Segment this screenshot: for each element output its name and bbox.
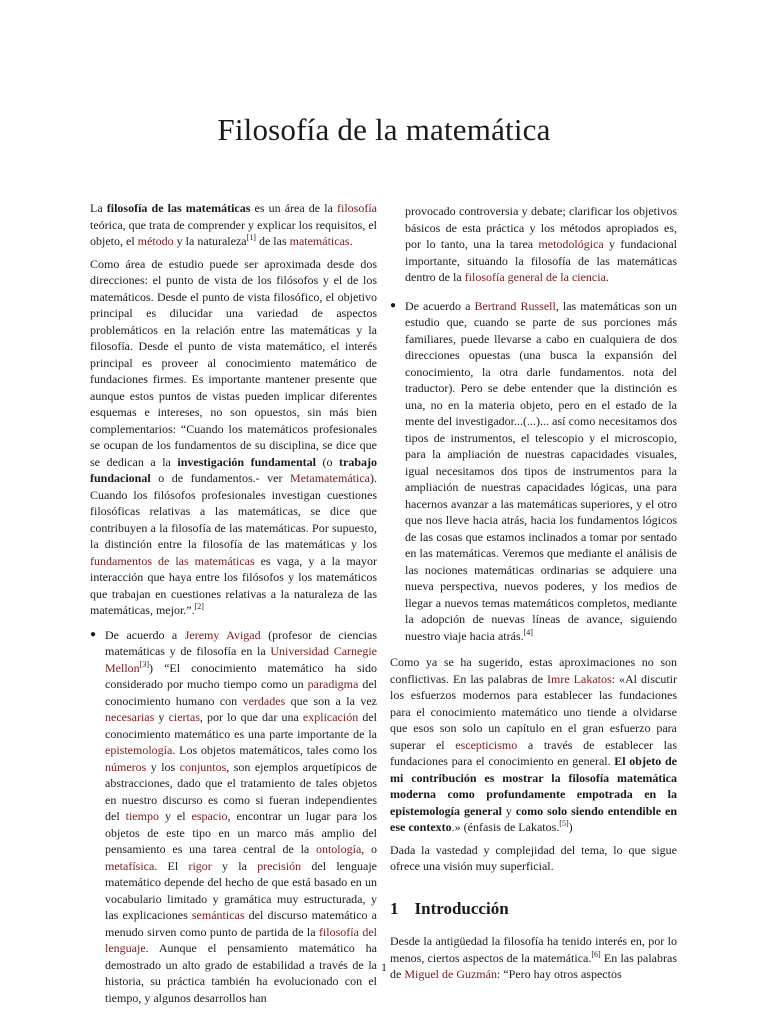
text: ) “El conocimiento matemático ha sido considerado por mucho tiempo como un	[105, 660, 377, 691]
text: . Aunque el pensamiento matemático ha demostrado un alto grado de estabilidad a través de la historia, su práctica también ha evolucionado con el tiempo, y algunos desarrollos han	[105, 941, 377, 1005]
approaches-paragraph	[90, 256, 377, 619]
text: . El	[154, 858, 189, 873]
link-fundamentos[interactable]: fundamentos de las matemáticas	[90, 553, 255, 568]
text: del discurso matemático a menudo sirven como punto de partida de la	[105, 908, 377, 939]
text: .	[349, 234, 353, 248]
text: y la naturaleza	[173, 234, 247, 248]
link-explicacion[interactable]: explicación	[302, 710, 359, 724]
text: De acuerdo a	[405, 298, 475, 313]
link-filosofia[interactable]: filosofía	[337, 201, 378, 215]
link-tiempo[interactable]: tiempo	[125, 809, 159, 823]
link-metafisica[interactable]: metafísica	[105, 858, 155, 873]
text: del conocimiento humano con	[105, 677, 377, 708]
link-escepticismo[interactable]: escepticismo	[455, 737, 518, 752]
text: y el	[158, 809, 192, 823]
bullet-icon: ●	[90, 628, 97, 640]
text: y fundacional importante, situando la filosofía de las matemáticas dentro de la	[405, 237, 677, 284]
text: Como área de estudio puede ser aproximada desde dos direcciones: el punto de vista de los filósofos y el de los matemáticos. Desde el punto de vista filosófico, el objetivo principal es dilucidar una variedad de aspectos problemáticos en la relación entre las matemáticas y la filosofía. Desde el punto de vista matemático, el interés principal es proveer al conocimiento matemático de fundaciones firmes. Es importante mantener presente que aunque estos puntos de vistas pueden implicar diferentes esquemas e intereses, no son opuestos, sin más bien complementarios: “Cuando los matemáticos profesionales se ocupan de los fundamentos de su disciplina, se dice que se dedican a la	[90, 256, 377, 469]
bold-quote: El objeto de mi contribución es mostrar la filosofía matemática moderna como profundamente empotrada en la epistemología general	[390, 754, 677, 818]
text: a través de establecer las fundaciones para el conocimiento en general.	[390, 737, 677, 768]
bullet-list	[90, 627, 377, 1007]
text: (profesor de ciencias matemáticas y de filosofía en la	[105, 627, 377, 658]
link-verdades[interactable]: verdades	[242, 693, 286, 708]
text: es un área de la	[250, 201, 338, 215]
link-metamatematica[interactable]: Metamatemática	[290, 471, 370, 485]
section-number: 1	[390, 898, 399, 918]
text: La	[90, 201, 107, 215]
text: . Los objetos matemáticos, tales como los	[172, 743, 377, 757]
text: : «Al discutir los esfuerzos modernos para establecer las fundaciones para el conocimiento matemático uno tiende a olvidarse que esos son solo un capítulo en el gran esfuerzo para superar el	[390, 671, 678, 752]
citation-6[interactable]: [6]	[591, 949, 601, 959]
text: , las matemáticas son un estudio que, cuando se parte de sus porciones más familiares, puede llevarse a cabo en cualquiera de dos direcciones opuestas (una busca la expansión del conocimiento, la otra darle fundamentos. nota del traductor). Pero se debe entender que la distinción es una, no en la materia objeto, pero en el estado de la mente del investigador...(...)... así como necesitamos dos tipos de instrumentos, el telescopio y el microscopio, para la ampliación de nuestras capacidades visuales, igual necesitamos dos tipos de instrumentos para la ampliación de nuestras capacidades lógicas, una para hacernos avanzar a las matemáticas superiores, y el otro que nos lleve hacia atrás, hacia los fundamentos lógicos de las cosas que estamos inclinados a tomar por sentado en las matemáticas. Veremos que mediante el análisis de las nociones matemáticas ordinarias se adquiere una nueva perspectiva, nuevos poderes, y los medios de llegar a nuevos temas matemáticos completos, mediante la adopción de nuevas líneas de avance, siguiendo nuestro viaje hacia atrás.	[405, 298, 677, 643]
text: ). Cuando los filósofos profesionales investigan cuestiones filosóficas relativas a las matemáticas, se dice que contribuyen a la filosofía de las matemáticas. Por supuesto, la distinción entre la filosofía de las matemáticas y los	[90, 471, 377, 551]
section-heading	[390, 898, 677, 918]
text: que son a la vez	[285, 693, 377, 708]
citation-3[interactable]: [3]	[139, 659, 149, 669]
bold-term: trabajo fundacional	[90, 454, 378, 485]
text: En las palabras de	[390, 950, 677, 981]
link-ontologia[interactable]: ontología	[315, 842, 362, 856]
link-carnegie-mellon[interactable]: Universidad Carnegie Mellon	[105, 644, 378, 675]
text: y la	[211, 858, 258, 873]
link-imre-lakatos[interactable]: Imre Lakatos	[547, 671, 612, 686]
intro-paragraph	[90, 200, 377, 250]
lakatos-paragraph	[390, 654, 677, 836]
text: , son ejemplos arquetípicos de abstracciones, dado que el tratamiento de tales objetos en nuestro discurso es como si fueran independientes del	[105, 759, 377, 823]
link-metodo[interactable]: método	[137, 234, 174, 248]
list-item-russell	[390, 298, 677, 645]
text: , o	[361, 842, 377, 856]
link-numeros[interactable]: números	[105, 759, 147, 774]
link-bertrand-russell[interactable]: Bertrand Russell	[474, 298, 556, 313]
citation-2[interactable]: [2]	[194, 602, 204, 611]
text: (o	[315, 454, 340, 469]
text: : “Pero hay otros aspectos	[496, 967, 622, 981]
link-matematicas[interactable]: matemáticas	[289, 234, 350, 248]
text: y los	[146, 759, 180, 774]
right-column	[390, 203, 677, 989]
text: .» (énfasis de Lakatos.	[451, 820, 560, 834]
link-filosofia-de-la-ciencia[interactable]: filosofía general de la ciencia	[464, 270, 606, 284]
link-espacio[interactable]: espacio	[191, 809, 228, 823]
text: o de fundamentos.- ver	[150, 471, 291, 485]
link-filosofia-del-lenguaje[interactable]: filosofía del lenguaje	[105, 924, 378, 955]
link-semanticas[interactable]: semánticas	[191, 908, 245, 922]
link-precision[interactable]: precisión	[257, 858, 302, 873]
bullet-list	[390, 298, 677, 645]
link-miguel-de-guzman[interactable]: Miguel de Guzmán	[404, 967, 497, 981]
text: De acuerdo a	[105, 627, 185, 642]
text: y	[154, 710, 169, 724]
text: Desde la antigüedad la filosofía ha tenido interés en, por lo menos, ciertos aspectos de la matemática.	[390, 934, 677, 965]
text: teórica, que trata de comprender y explicar los requisitos, el objeto, el	[90, 217, 377, 248]
link-ciertas[interactable]: ciertas	[168, 710, 200, 724]
text: , encontrar un lugar para los objetos de este tipo en un marco más amplio del pensamiento es una tarea central de la	[105, 809, 377, 856]
link-epistemologia[interactable]: epistemología	[105, 743, 173, 757]
bold-quote: como solo siendo entendible en ese contexto	[390, 803, 677, 834]
summary-paragraph: Dada la vastedad y complejidad del tema, lo que sigue ofrece una visión muy superficial.	[390, 842, 677, 873]
link-jeremy-avigad[interactable]: Jeremy Avigad	[184, 627, 261, 642]
text: .	[605, 270, 609, 284]
text: Como ya se ha sugerido, estas aproximaciones no son conflictivas. En las palabras de	[390, 655, 677, 686]
bullet-icon: ●	[390, 299, 397, 311]
text: del lenguaje matemático depende del hecho de que está basado en un vocabulario limitado y gramática muy estructurada, y las explicaciones	[105, 858, 377, 922]
document-title: Filosofía de la matemática	[217, 112, 551, 147]
text: provocado controversia y debate; clarificar los objetivos básicos de esta práctica y los métodos apropiados es, por lo tanto, una la tarea	[405, 204, 677, 251]
link-rigor[interactable]: rigor	[188, 858, 212, 873]
citation-4[interactable]: [4]	[523, 627, 533, 637]
text: y	[501, 803, 516, 818]
link-metodologica[interactable]: metodológica	[538, 237, 604, 251]
link-necesarias[interactable]: necesarias	[105, 710, 155, 724]
text: es vaga, y a la mayor interacción que haya entre los filósofos y los matemáticos que trabajan en cuestiones relativas a la naturaleza de las matemáticas, mejor.”.	[90, 553, 377, 617]
citation-5[interactable]: [5]	[559, 819, 569, 828]
section-title: Introducción	[414, 898, 509, 918]
left-column	[90, 200, 377, 1012]
page-number: 1	[381, 960, 387, 974]
text: del conocimiento matemático es una parte importante de la	[105, 710, 377, 741]
link-paradigma[interactable]: paradigma	[307, 677, 359, 691]
bold-term: investigación fundamental	[177, 454, 316, 469]
text: , por lo que dar una	[199, 710, 303, 724]
link-conjuntos[interactable]: conjuntos	[179, 759, 227, 774]
introduction-paragraph	[390, 933, 677, 983]
text: )	[568, 820, 573, 834]
text: de las	[255, 234, 290, 248]
list-item-avigad	[90, 627, 377, 1007]
bold-term: filosofía de las matemáticas	[106, 201, 251, 215]
citation-1[interactable]: [1]	[246, 233, 256, 242]
continued-paragraph	[390, 203, 677, 286]
